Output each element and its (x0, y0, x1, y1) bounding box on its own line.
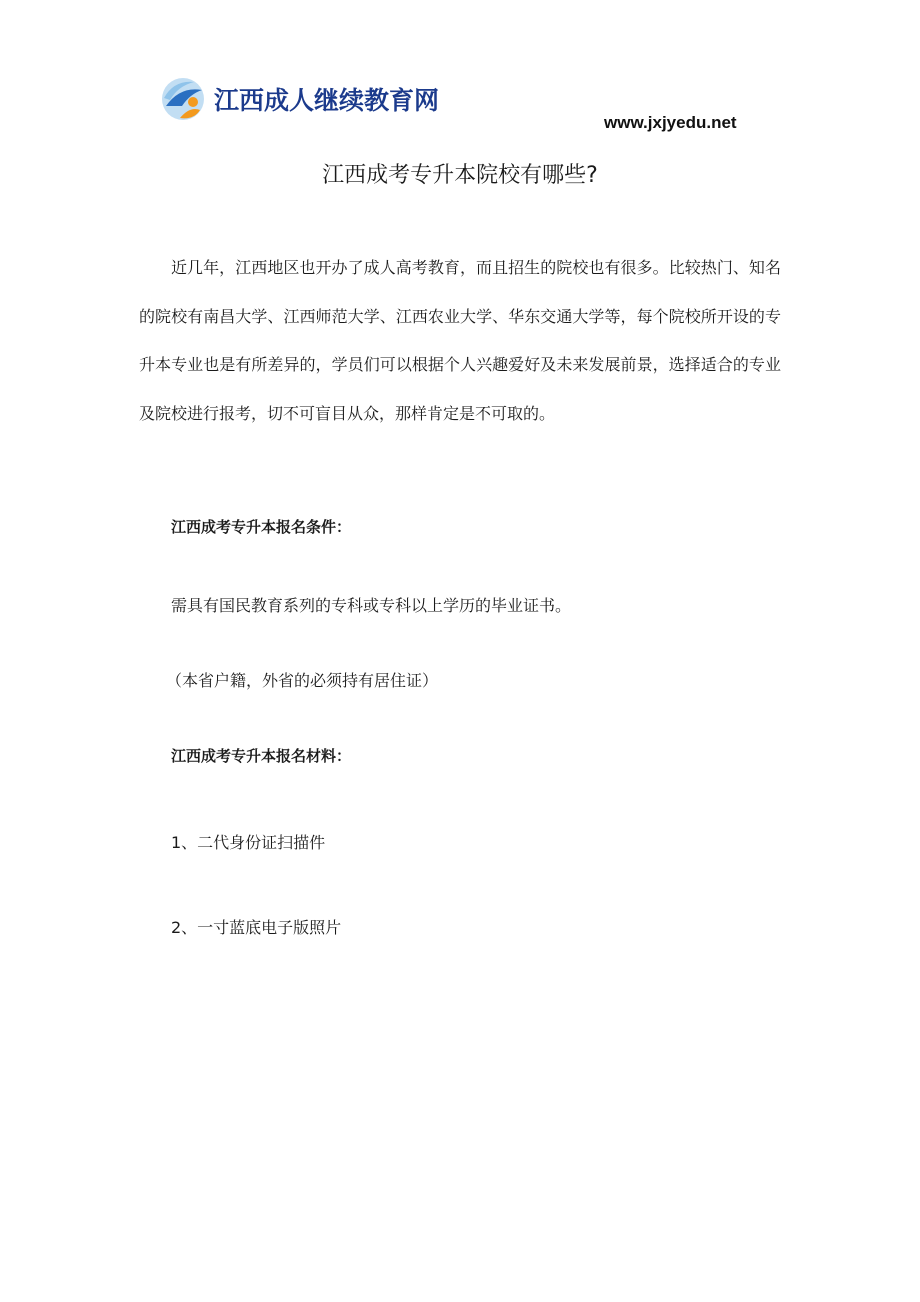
conditions-heading: 江西成考专升本报名条件： (171, 518, 352, 536)
site-url[interactable]: www.jxjyedu.net (604, 113, 737, 132)
material-item: 1、二代身份证扫描件 (171, 833, 326, 852)
logo-text: 江西成人继续教育网 (214, 86, 440, 115)
material-item: 2、一寸蓝底电子版照片 (171, 918, 342, 937)
condition-item: （本省户籍，外省的必须持有居住证） (166, 671, 439, 690)
site-logo (160, 76, 439, 122)
condition-item: 需具有国民教育系列的专科或专科以上学历的毕业证书。 (171, 596, 572, 615)
materials-heading: 江西成考专升本报名材料： (171, 747, 352, 765)
document-title: 江西成考专升本院校有哪些? (322, 163, 598, 188)
intro-paragraph: 近几年，江西地区也开办了成人高考教育，而且招生的院校也有很多。比较热门、知名 的院校有南昌大学、江西师范大学、江西农业大学、华东交通大学等，每个院校所开设的专 升本专业也是有所差异的，学员们可以根据个人兴趣爱好及未来发展前景，选择适合的专业 及院校进行报考，切不可盲目从众，那样肯定是不可取的。 (139, 258, 781, 423)
logo-emblem-icon (160, 76, 206, 122)
